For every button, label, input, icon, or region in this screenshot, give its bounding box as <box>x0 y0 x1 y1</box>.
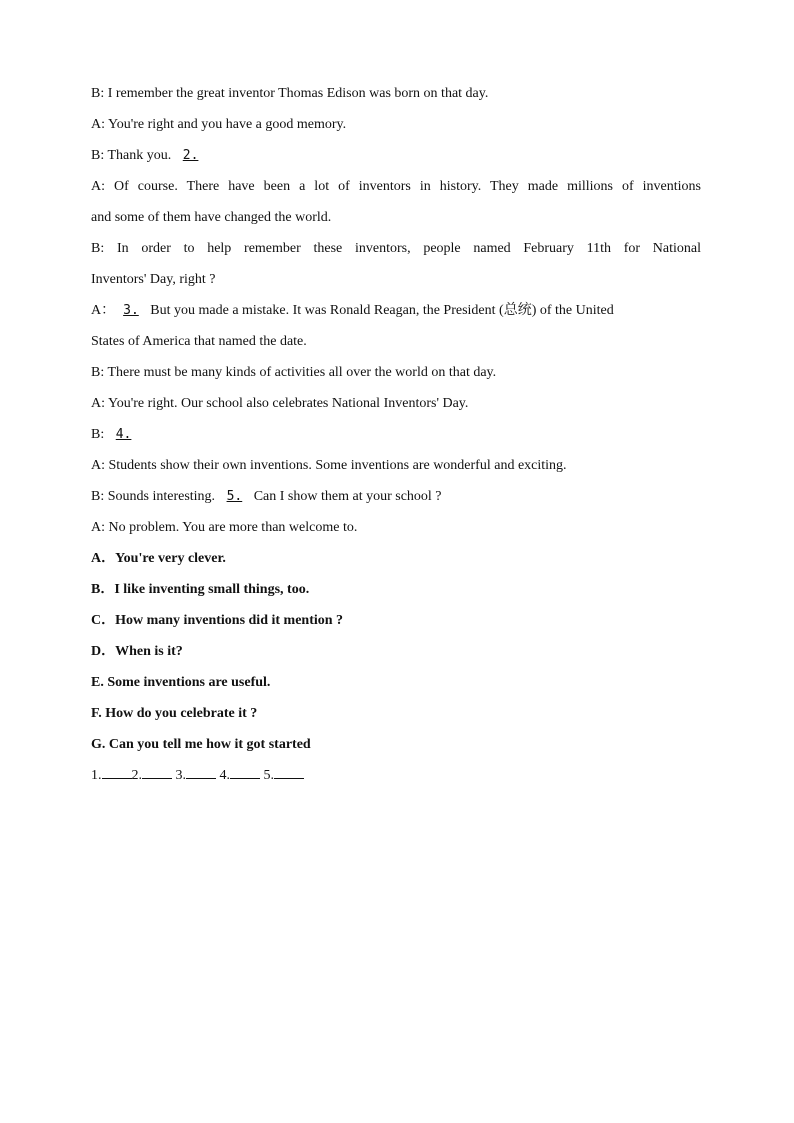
dialogue-line: A: No problem. You are more than welcome to. <box>91 520 358 535</box>
dialogue-text: Can I show them at your school ? <box>253 489 442 504</box>
dialogue-text: A： <box>91 303 116 318</box>
dialogue-line: A: Of course. There have been a lot of inventors in history. They made millions of inventions <box>91 179 701 194</box>
dialogue-line: B: There must be many kinds of activities all over the world on that day. <box>91 365 497 380</box>
dialogue-text: B: Thank you. <box>91 148 172 163</box>
dialogue-line: A: You're right. Our school also celebrates National Inventors' Day. <box>91 396 469 411</box>
option-f: F. How do you celebrate it ? <box>91 706 258 721</box>
answer-blank-3[interactable] <box>186 764 216 779</box>
answer-label-4: 4. <box>219 768 230 783</box>
dialogue-line <box>91 140 701 171</box>
worksheet-page <box>91 78 701 791</box>
dialogue-line: States of America that named the date. <box>91 334 307 349</box>
option-d: D．When is it? <box>91 644 183 659</box>
answer-blank-5[interactable] <box>274 764 304 779</box>
dialogue-line: B: In order to help remember these inventors, people named February 11th for National <box>91 241 701 256</box>
dialogue-line: B: I remember the great inventor Thomas Edison was born on that day. <box>91 86 489 101</box>
answer-row <box>91 760 701 791</box>
blank-2[interactable]: 2. <box>182 148 199 163</box>
answer-label-3: 3. <box>175 768 186 783</box>
option-g: G. Can you tell me how it got started <box>91 737 311 752</box>
blank-3[interactable]: 3. <box>123 303 139 318</box>
dialogue-text: But you made a mistake. It was Ronald Reagan, the President (总统) of the United <box>150 303 614 318</box>
option-a: A．You're very clever. <box>91 551 226 566</box>
answer-blank-2[interactable] <box>142 764 172 779</box>
dialogue-line: A: Students show their own inventions. Some inventions are wonderful and exciting. <box>91 458 567 473</box>
dialogue-line <box>91 481 701 512</box>
answer-blank-1[interactable] <box>102 764 132 779</box>
dialogue-line: Inventors' Day, right ? <box>91 272 216 287</box>
dialogue-line: and some of them have changed the world. <box>91 210 332 225</box>
dialogue-line: A: You're right and you have a good memory. <box>91 117 347 132</box>
blank-4[interactable]: 4. <box>115 427 132 442</box>
answer-blank-4[interactable] <box>230 764 260 779</box>
dialogue-text: B: Sounds interesting. <box>91 489 216 504</box>
blank-5[interactable]: 5. <box>226 489 243 504</box>
dialogue-line <box>91 295 701 326</box>
option-c: C．How many inventions did it mention ? <box>91 613 344 628</box>
answer-label-1: 1. <box>91 768 102 783</box>
option-b: B．I like inventing small things, too. <box>91 582 310 597</box>
option-e: E. Some inventions are useful. <box>91 675 271 690</box>
answer-label-2: 2. <box>131 768 142 783</box>
dialogue-line <box>91 419 701 450</box>
dialogue-text: B: <box>91 427 105 442</box>
answer-label-5: 5. <box>263 768 274 783</box>
